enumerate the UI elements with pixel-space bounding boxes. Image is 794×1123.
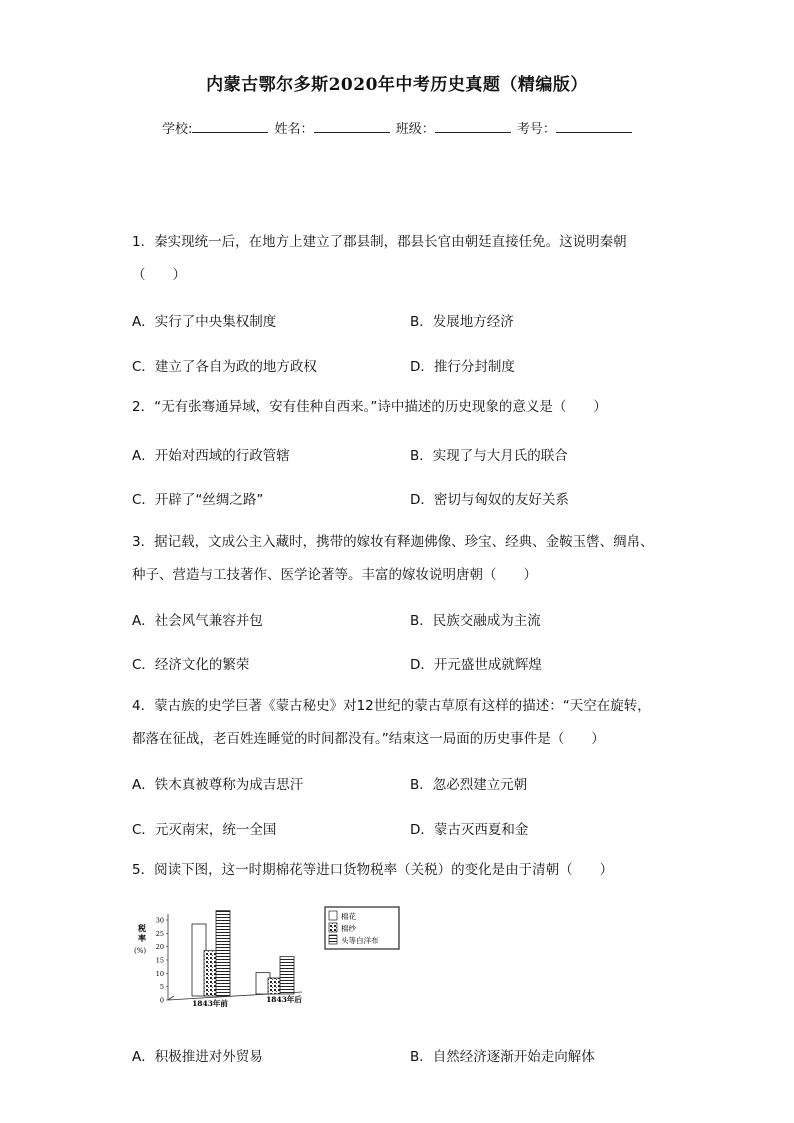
question-1-option-a: A．实行了中央集权制度 xyxy=(132,314,277,330)
school-blank xyxy=(192,120,268,133)
question-stem-line: 3．据记载，文成公主入藏时，携带的嫁妆有释迦佛像、珍宝、经典、金鞍玉辔、绸帛、 xyxy=(132,534,654,550)
legend-swatch xyxy=(329,923,337,932)
y-tick-label: 20 xyxy=(155,943,164,952)
question-stem-line: 2．“无有张骞通异域，安有佳种自西来。”诗中描述的历史现象的意义是（ ） xyxy=(132,399,607,415)
question-5-option-a: A．积极推进对外贸易 xyxy=(132,1049,263,1065)
question-4-stem xyxy=(132,690,692,756)
question-4-option-d: D．蒙古灭西夏和金 xyxy=(410,822,529,838)
bar xyxy=(280,957,294,994)
student-info-line xyxy=(162,118,634,137)
question-1-stem xyxy=(132,226,692,292)
y-tick-label: 25 xyxy=(155,929,164,938)
school-label: 学校: xyxy=(162,122,193,137)
question-stem-line: 都落在征战，老百姓连睡觉的时间都没有。”结束这一局面的历史事件是（ ） xyxy=(132,731,605,747)
question-3-option-a: A．社会风气兼容并包 xyxy=(132,613,263,629)
page-title: 内蒙古鄂尔多斯2020年中考历史真题（精编版） xyxy=(206,75,588,95)
y-axis-label: 税 xyxy=(138,923,146,933)
question-2-option-d: D．密切与匈奴的友好关系 xyxy=(410,492,569,508)
question-1-option-c: C．建立了各自为政的地方政权 xyxy=(132,359,317,375)
question-2-option-b: B．实现了与大月氏的联合 xyxy=(410,448,568,464)
question-2-stem xyxy=(132,391,692,424)
bar xyxy=(216,911,230,996)
y-tick-label: 30 xyxy=(155,916,164,925)
question-3-option-c: C．经济文化的繁荣 xyxy=(132,657,250,673)
legend-label: 棉花 xyxy=(341,912,356,921)
legend-label: 头等白洋布 xyxy=(341,936,379,945)
question-5-stem xyxy=(132,854,692,887)
question-4-option-a: A．铁木真被尊称为成吉思汗 xyxy=(132,777,304,793)
y-tick-label: 0 xyxy=(159,996,164,1005)
legend-swatch xyxy=(329,935,337,944)
question-stem-line: 1．秦实现统一后，在地方上建立了郡县制，郡县长官由朝廷直接任免。这说明秦朝 xyxy=(132,234,627,250)
exam-no-label: 考号： xyxy=(516,122,556,137)
x-tick-label: 1843年前 xyxy=(192,999,228,1008)
question-stem-line: （ ） xyxy=(132,267,186,283)
legend-label: 棉纱 xyxy=(341,924,356,933)
tariff-bar-chart xyxy=(130,905,410,1015)
exam-no-blank xyxy=(556,120,632,133)
y-tick-label: 15 xyxy=(155,956,164,965)
name-blank xyxy=(314,120,390,133)
question-2-option-c: C．开辟了“丝绸之路” xyxy=(132,492,264,508)
question-3-stem xyxy=(132,526,692,592)
name-label: 姓名： xyxy=(274,122,314,137)
x-tick-label: 1843年后 xyxy=(266,995,302,1004)
question-4-option-c: C．元灭南宋，统一全国 xyxy=(132,822,277,838)
question-stem-line: 5．阅读下图，这一时期棉花等进口货物税率（关税）的变化是由于清朝（ ） xyxy=(132,862,614,878)
question-1-option-d: D．推行分封制度 xyxy=(410,359,515,375)
y-axis-label: (%) xyxy=(134,947,147,955)
question-4-option-b: B．忽必烈建立元朝 xyxy=(410,777,528,793)
question-stem-line: 4．蒙古族的史学巨著《蒙古秘史》对12世纪的蒙古草原有这样的描述：“天空在旋转， xyxy=(132,698,651,714)
y-tick-label: 10 xyxy=(155,969,164,978)
question-stem-line: 种子、营造与工技著作、医学论著等。丰富的嫁妆说明唐朝（ ） xyxy=(132,567,537,583)
question-1-option-b: B．发展地方经济 xyxy=(410,314,514,330)
y-tick-label: 5 xyxy=(159,983,164,992)
class-label: 班级： xyxy=(395,122,435,137)
y-axis-label: 率 xyxy=(138,933,146,943)
question-2-option-a: A．开始对西域的行政管辖 xyxy=(132,448,290,464)
question-5-option-b: B．自然经济逐渐开始走向解体 xyxy=(410,1049,595,1065)
question-3-option-d: D．开元盛世成就辉煌 xyxy=(410,657,542,673)
question-3-option-b: B．民族交融成为主流 xyxy=(410,613,541,629)
class-blank xyxy=(435,120,511,133)
legend-swatch xyxy=(329,911,337,920)
